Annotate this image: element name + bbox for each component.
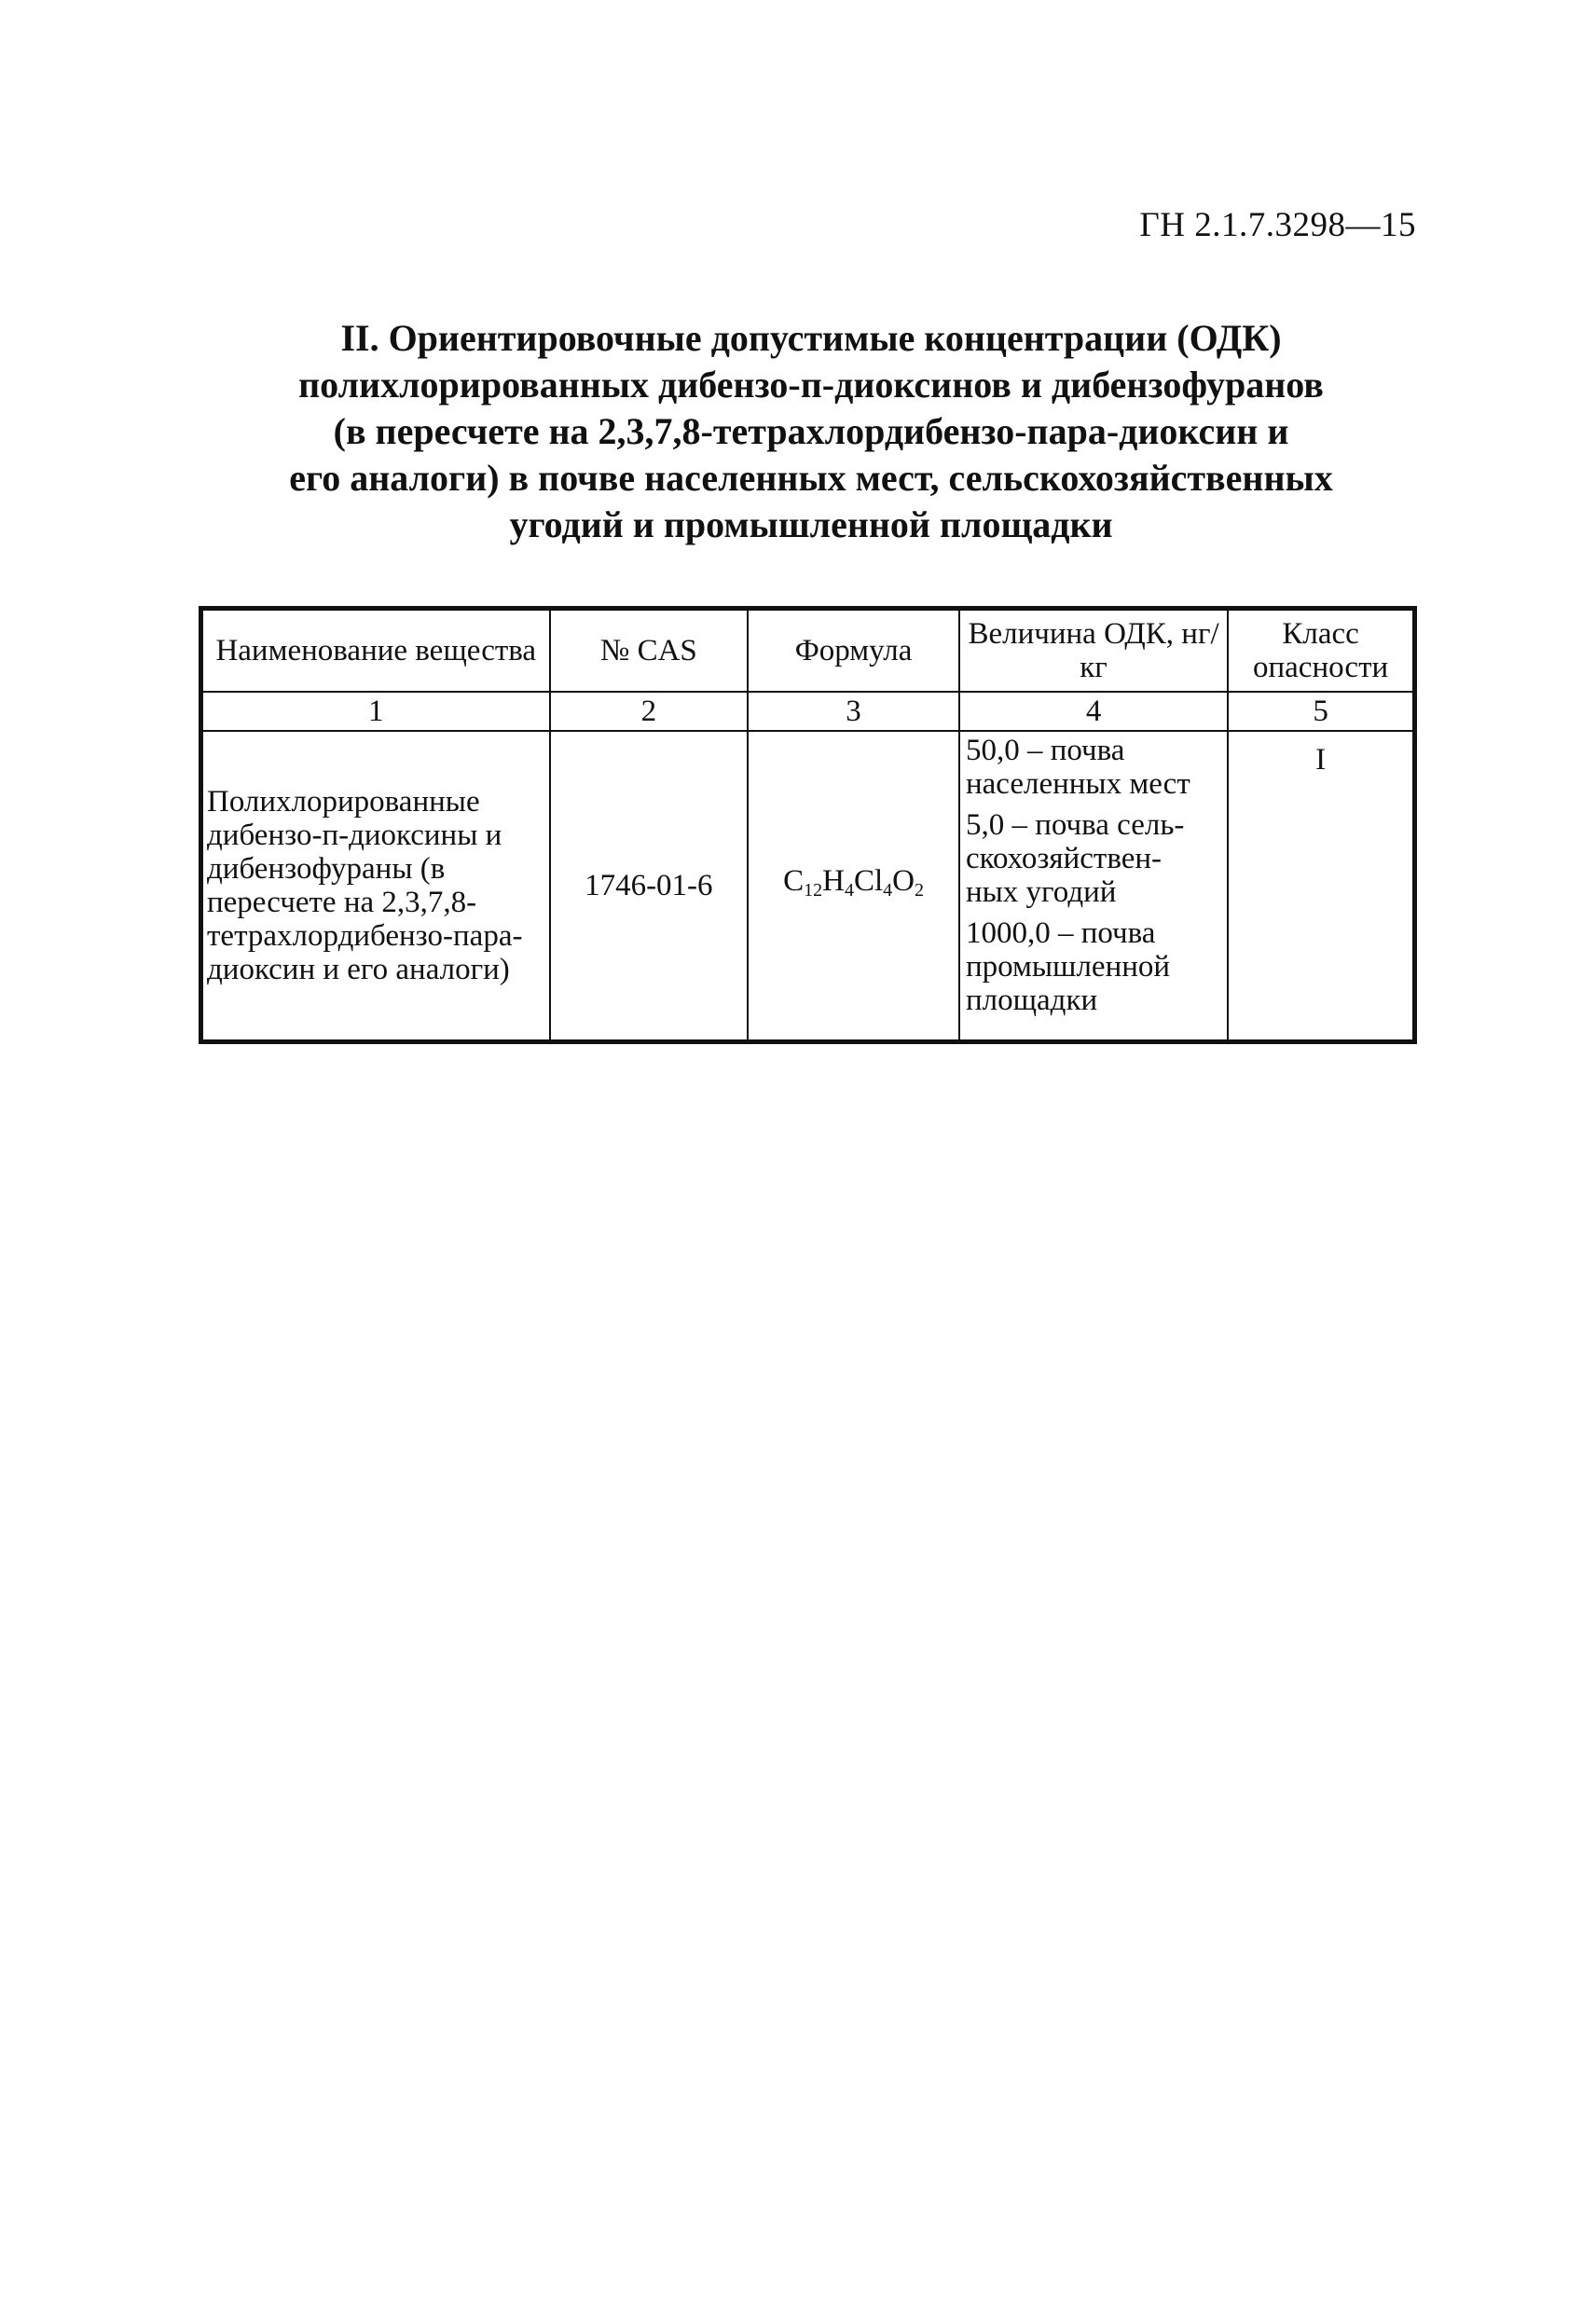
header-substance-name: Наименование вещества (201, 609, 550, 693)
column-number: 2 (550, 692, 749, 731)
hazard-class: I (1228, 731, 1414, 1042)
odk-values (959, 731, 1228, 1042)
odk-value-industrial: 1000,0 – почва промышленной площадки (965, 916, 1171, 1017)
table-header-row (201, 609, 1415, 693)
column-number: 4 (959, 692, 1228, 731)
formula-element: Cl (853, 864, 884, 898)
document-code: ГН 2.1.7.3298—15 (1139, 206, 1416, 244)
formula-subscript: 12 (804, 880, 823, 901)
title-line: II. Ориентировочные допустимые концентрации (ОДК) (340, 317, 1282, 359)
table-row (201, 731, 1415, 1042)
header-odk-value: Величина ОДК, нг/кг (959, 609, 1228, 693)
formula-element: H (822, 864, 845, 898)
chemical-formula (748, 731, 959, 1042)
title-line: угодий и промышленной площадки (509, 503, 1113, 545)
section-title (140, 315, 1482, 548)
odk-value-agricultural: 5,0 – почва сель- скохозяйствен- ных угодий (965, 808, 1185, 909)
header-hazard-class: Класс опасности (1228, 609, 1414, 693)
formula-element: O (892, 864, 915, 898)
column-number: 1 (201, 692, 550, 731)
substance-name: Полихлорированные дибензо-п-диоксины и дибензофураны (в пересчете на 2,3,7,8-тетрахлордибензо-пара-диоксин и его аналоги) (201, 731, 550, 1042)
formula-subscript: 4 (844, 880, 854, 901)
header-cas-number: № CAS (550, 609, 749, 693)
cas-number: 1746-01-6 (550, 731, 749, 1042)
formula-subscript: 2 (914, 880, 924, 901)
column-number-row (201, 692, 1415, 731)
formula-subscript: 4 (883, 880, 893, 901)
column-number: 5 (1228, 692, 1414, 731)
formula-element: C (783, 864, 805, 898)
title-line: (в пересчете на 2,3,7,8-тетрахлордибензо-пара-диоксин и (333, 410, 1289, 452)
title-line: его аналоги) в почве населенных мест, сельскохозяйственных (289, 457, 1333, 499)
title-line: полихлорированных дибензо-п-диоксинов и дибензофуранов (298, 364, 1324, 406)
odk-value-residential: 50,0 – почва населенных мест (965, 734, 1190, 801)
odk-table (199, 606, 1417, 1044)
column-number: 3 (748, 692, 959, 731)
header-formula: Формула (748, 609, 959, 693)
